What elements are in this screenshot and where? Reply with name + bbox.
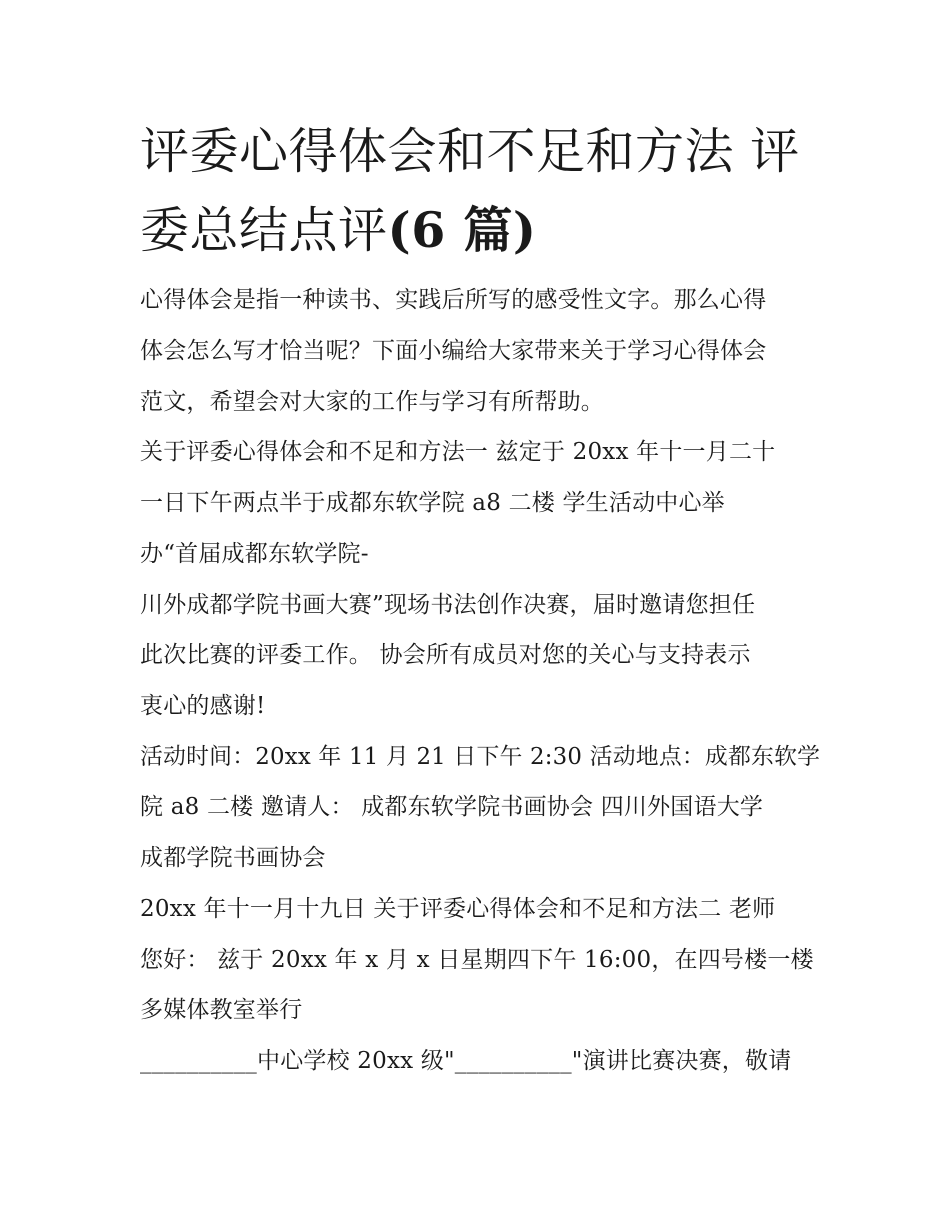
- title-line-1: 评委心得体会和不足和方法 评: [140, 123, 800, 180]
- body-line: 院 a8 二楼 邀请人： 成都东软学院书画协会 四川外国语大学: [140, 794, 764, 820]
- body-line: 成都学院书画协会: [140, 845, 326, 871]
- body-line: 20xx 年十一月十九日 关于评委心得体会和不足和方法二 老师: [140, 896, 776, 922]
- body-line: 川外成都学院书画大赛”现场书法创作决赛，届时邀请您担任: [140, 592, 756, 618]
- body-line: 此次比赛的评委工作。 协会所有成员对您的关心与支持表示: [140, 642, 751, 668]
- body-line: 办“首届成都东软学院-: [140, 541, 369, 567]
- document-title: [140, 112, 820, 270]
- body-line: 您好： 兹于 20xx 年 x 月 x 日星期四下午 16:00，在四号楼一楼: [140, 947, 814, 973]
- body-line: 活动时间：20xx 年 11 月 21 日下午 2:30 活动地点：成都东软学: [140, 744, 821, 770]
- body-line: 范文，希望会对大家的工作与学习有所帮助。: [140, 389, 604, 415]
- body-line: 心得体会是指一种读书、实践后所写的感受性文字。那么心得: [140, 287, 767, 313]
- body-line: 体会怎么写才恰当呢？下面小编给大家带来关于学习心得体会: [140, 338, 767, 364]
- body-line: 关于评委心得体会和不足和方法一 兹定于 20xx 年十一月二十: [140, 439, 776, 465]
- body-line: 衷心的感谢!: [140, 693, 266, 719]
- title-line-2: 委总结点评: [140, 202, 388, 259]
- body-line: 多媒体教室举行: [140, 997, 303, 1023]
- title-line-2-count: (6 篇): [387, 201, 537, 259]
- body-line: 一日下午两点半于成都东软学院 a8 二楼 学生活动中心举: [140, 490, 725, 516]
- body-line: __________中心学校 20xx 级"__________"演讲比赛决赛，敬请: [140, 1048, 792, 1074]
